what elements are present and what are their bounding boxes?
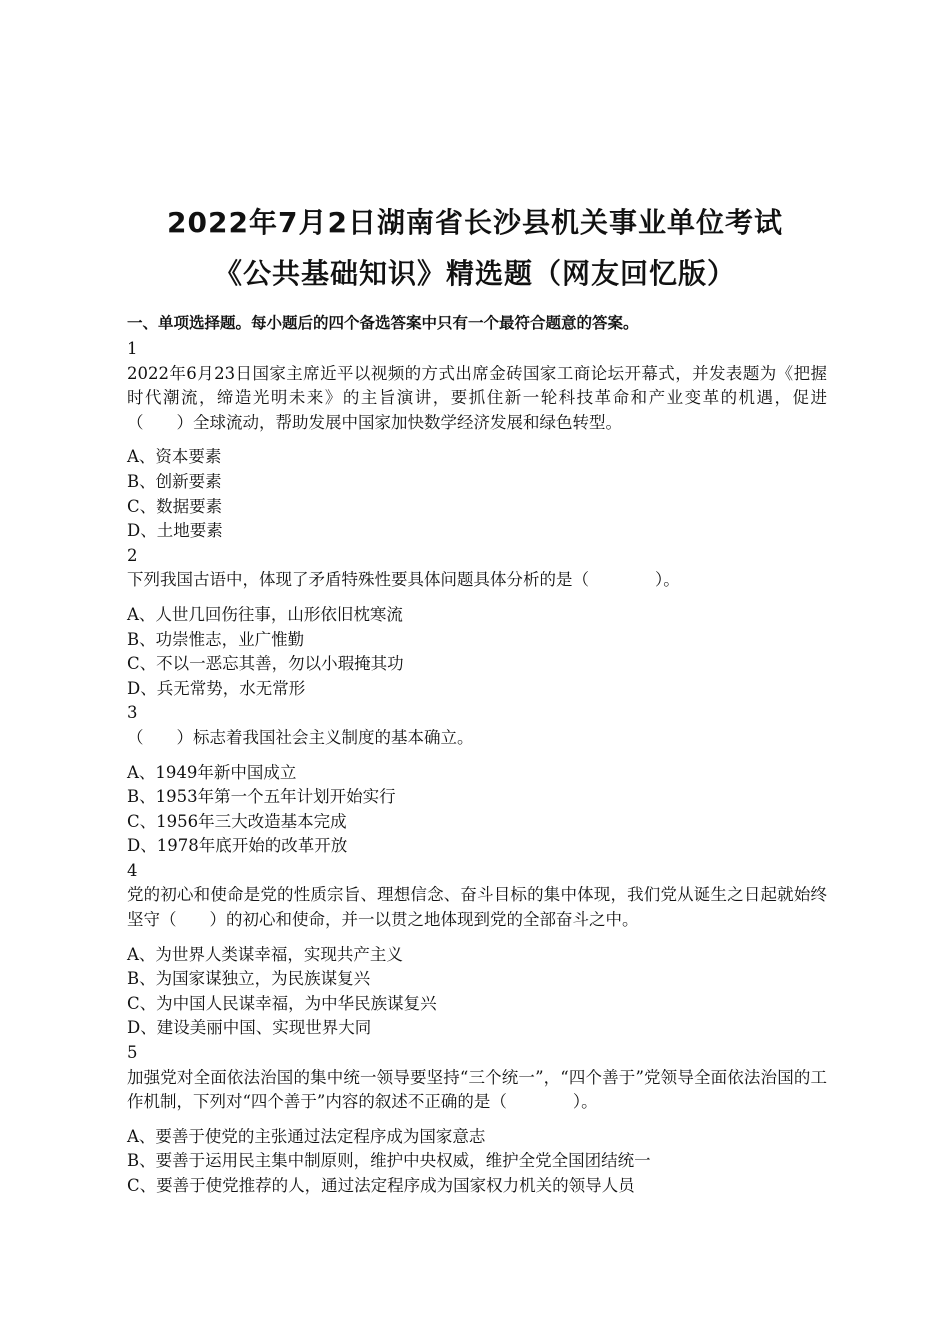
option-a: A、人世几回伤往事，山形依旧枕寒流 bbox=[127, 604, 403, 624]
question-stem: 党的初心和使命是党的性质宗旨、理想信念、奋斗目标的集中体现，我们党从诞生之日起就始终坚守（ ）的初心和使命，并一以贯之地体现到党的全部奋斗之中。 bbox=[127, 885, 827, 930]
question-4 bbox=[127, 859, 827, 1041]
question-list bbox=[127, 337, 827, 1199]
option-d: D、建设美丽中国、实现世界大同 bbox=[127, 1018, 372, 1038]
option-c: C、数据要素 bbox=[127, 496, 223, 516]
option-c: C、1956年三大改造基本完成 bbox=[127, 811, 347, 831]
option-b: B、要善于运用民主集中制原则，维护中央权威，维护全党全国团结统一 bbox=[127, 1151, 651, 1171]
question-number: 4 bbox=[127, 860, 138, 880]
question-number: 1 bbox=[127, 339, 138, 358]
question-number: 3 bbox=[127, 703, 138, 723]
option-b: B、功崇惟志，业广惟勤 bbox=[127, 629, 305, 649]
question-stem: 下列我国古语中，体现了矛盾特殊性要具体问题具体分析的是（ ）。 bbox=[127, 570, 680, 590]
section-heading: 一、单项选择题。每小题后的四个备选答案中只有一个最符合题意的答案。 bbox=[127, 314, 639, 332]
question-number: 2 bbox=[127, 545, 138, 565]
option-b: B、为国家谋独立，为民族谋复兴 bbox=[127, 969, 371, 989]
question-3 bbox=[127, 701, 827, 859]
option-b: B、1953年第一个五年计划开始实行 bbox=[127, 787, 396, 807]
option-a: A、为世界人类谋幸福，实现共产主义 bbox=[127, 944, 403, 964]
option-b: B、创新要素 bbox=[127, 471, 222, 491]
question-stem: 加强党对全面依法治国的集中统一领导要坚持“三个统一”，“四个善于”党领导全面依法治国的工作机制，下列对“四个善于”内容的叙述不正确的是（ ）。 bbox=[127, 1067, 827, 1112]
option-c: C、不以一恶忘其善，勿以小瑕掩其功 bbox=[127, 654, 404, 674]
option-c: C、为中国人民谋幸福，为中华民族谋复兴 bbox=[127, 993, 437, 1013]
question-1 bbox=[127, 337, 827, 544]
option-d: D、土地要素 bbox=[127, 521, 223, 541]
option-a: A、要善于使党的主张通过法定程序成为国家意志 bbox=[127, 1126, 486, 1146]
document-title-line-1: 2022年7月2日湖南省长沙县机关事业单位考试 bbox=[167, 206, 783, 239]
document-title-line-2: 《公共基础知识》精选题（网友回忆版） bbox=[213, 257, 736, 290]
option-a: A、1949年新中国成立 bbox=[127, 762, 297, 782]
option-d: D、兵无常势，水无常形 bbox=[127, 678, 306, 698]
question-stem: （ ）标志着我国社会主义制度的基本确立。 bbox=[127, 727, 474, 747]
question-number: 5 bbox=[127, 1043, 138, 1063]
option-d: D、1978年底开始的改革开放 bbox=[127, 836, 348, 856]
question-stem: 2022年6月23日国家主席近平以视频的方式出席金砖国家工商论坛开幕式，并发表题为《把握时代潮流，缔造光明未来》的主旨演讲，要抓住新一轮科技革命和产业变革的机遇，促进（ ）全球流动，帮助发展中国家加快数学经济发展和绿色转型。 bbox=[127, 363, 827, 432]
option-a: A、资本要素 bbox=[127, 447, 222, 467]
question-5 bbox=[127, 1041, 827, 1199]
question-2 bbox=[127, 544, 827, 702]
option-c: C、要善于使党推荐的人，通过法定程序成为国家权力机关的领导人员 bbox=[127, 1176, 635, 1195]
